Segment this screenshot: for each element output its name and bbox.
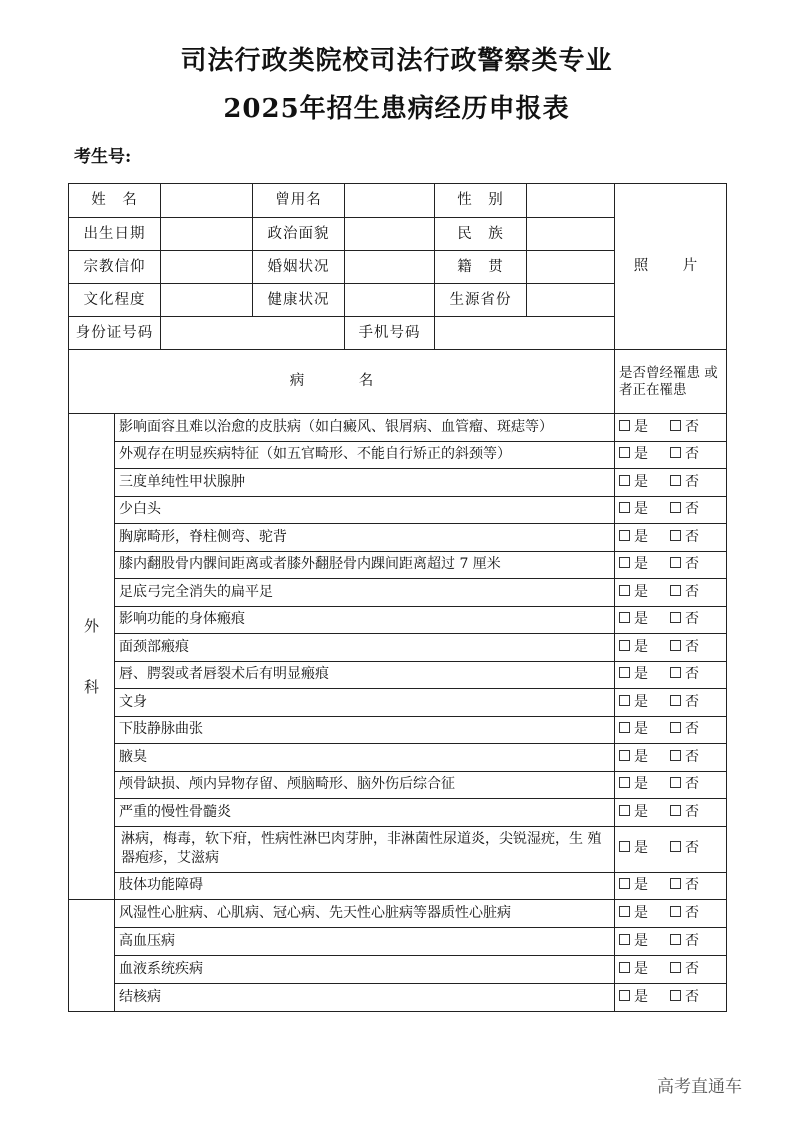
yes-checkbox[interactable] <box>619 934 630 945</box>
no-checkbox[interactable] <box>670 585 681 596</box>
id-number-field[interactable] <box>161 317 345 350</box>
no-option[interactable] <box>670 639 699 655</box>
yes-no-options <box>615 826 727 872</box>
health-status-label: 健康状况 <box>253 284 345 317</box>
yes-option[interactable] <box>619 933 648 949</box>
former-name-label: 曾用名 <box>253 184 345 218</box>
gender-label: 性 别 <box>435 184 527 218</box>
name-label: 姓 名 <box>69 184 161 218</box>
department-char: 科 <box>83 677 99 696</box>
no-label: 否 <box>685 988 699 1005</box>
yes-no-options <box>615 799 727 827</box>
yes-option[interactable] <box>619 584 648 600</box>
yes-no-options <box>615 744 727 772</box>
yes-checkbox[interactable] <box>619 667 630 678</box>
no-option[interactable] <box>670 501 699 517</box>
political-status-label: 政治面貌 <box>253 218 345 251</box>
yes-checkbox[interactable] <box>619 777 630 788</box>
disease-name: 腋臭 <box>115 744 615 772</box>
yes-no-options <box>615 551 727 579</box>
yes-checkbox[interactable] <box>619 805 630 816</box>
no-option[interactable] <box>670 584 699 600</box>
native-place-field[interactable] <box>527 251 615 284</box>
yes-label: 是 <box>634 748 648 765</box>
yes-label: 是 <box>634 583 648 600</box>
no-label: 否 <box>685 960 699 977</box>
disease-row <box>69 826 727 872</box>
yes-checkbox[interactable] <box>619 750 630 761</box>
no-checkbox[interactable] <box>670 805 681 816</box>
disease-row <box>69 579 727 607</box>
ethnicity-label: 民 族 <box>435 218 527 251</box>
yes-option[interactable] <box>619 961 648 977</box>
no-label: 否 <box>685 556 699 572</box>
disease-row <box>69 551 727 579</box>
yes-checkbox[interactable] <box>619 530 630 541</box>
disease-name: 膝内翻股骨内髁间距离或者膝外翻胫骨内踝间距离超过 7 厘米 <box>115 551 615 579</box>
disease-row <box>69 900 727 928</box>
no-label: 否 <box>685 501 699 517</box>
yes-no-options <box>615 661 727 689</box>
no-option[interactable] <box>670 666 699 682</box>
yes-no-options <box>615 606 727 634</box>
yes-label: 是 <box>634 666 648 682</box>
no-checkbox[interactable] <box>670 530 681 541</box>
no-label: 否 <box>685 418 699 435</box>
disease-name: 风湿性心脏病、心肌病、冠心病、先天性心脏病等器质性心脏病 <box>115 900 615 928</box>
marital-status-field[interactable] <box>345 251 435 284</box>
disease-name: 少白头 <box>115 496 615 524</box>
surgery-section <box>69 414 727 900</box>
no-checkbox[interactable] <box>670 502 681 513</box>
no-option[interactable] <box>670 989 699 1005</box>
disease-name: 足底弓完全消失的扁平足 <box>115 579 615 607</box>
yes-label: 是 <box>634 556 648 572</box>
disease-name: 严重的慢性骨髓炎 <box>115 799 615 827</box>
yes-no-options <box>615 634 727 662</box>
department-surgery <box>69 414 115 900</box>
no-label: 否 <box>685 666 699 682</box>
exam-number-label: 考生号: <box>74 147 132 167</box>
origin-province-field[interactable] <box>527 284 615 317</box>
no-option[interactable] <box>670 877 699 893</box>
no-option[interactable] <box>670 961 699 977</box>
no-checkbox[interactable] <box>670 906 681 917</box>
photo-box[interactable]: 照 片 <box>615 184 727 350</box>
no-label: 否 <box>685 473 699 490</box>
no-option[interactable] <box>670 776 699 792</box>
department-char: 外 <box>83 616 99 635</box>
no-checkbox[interactable] <box>670 557 681 568</box>
education-label: 文化程度 <box>69 284 161 317</box>
no-label: 否 <box>685 776 699 792</box>
disease-name: 高血压病 <box>115 928 615 956</box>
yes-no-options <box>615 524 727 552</box>
yes-option[interactable] <box>619 721 648 737</box>
religion-label: 宗教信仰 <box>69 251 161 284</box>
no-label: 否 <box>685 840 699 857</box>
disease-row <box>69 414 727 442</box>
no-option[interactable] <box>670 905 699 921</box>
yes-option[interactable] <box>619 419 648 435</box>
disease-name: 唇、腭裂或者唇裂术后有明显瘢痕 <box>115 661 615 689</box>
disease-name: 三度单纯性甲状腺肿 <box>115 469 615 497</box>
disease-name: 血液系统疾病 <box>115 956 615 984</box>
disease-name: 颅骨缺损、颅内异物存留、颅脑畸形、脑外伤后综合征 <box>115 771 615 799</box>
no-label: 否 <box>685 932 699 949</box>
yes-option[interactable] <box>619 446 648 462</box>
disease-header-row <box>69 350 727 414</box>
disease-name: 面颈部瘢痕 <box>115 634 615 662</box>
yes-checkbox[interactable] <box>619 612 630 623</box>
yes-option[interactable] <box>619 666 648 682</box>
yes-label: 是 <box>634 528 648 545</box>
yes-option[interactable] <box>619 989 648 1005</box>
disease-row <box>69 928 727 956</box>
disease-row <box>69 771 727 799</box>
yes-checkbox[interactable] <box>619 962 630 973</box>
yes-label: 是 <box>634 932 648 949</box>
declaration-table <box>68 183 727 1012</box>
yes-no-options <box>615 414 727 442</box>
phone-field[interactable] <box>435 317 615 350</box>
yes-label: 是 <box>634 988 648 1005</box>
yes-option[interactable] <box>619 776 648 792</box>
no-label: 否 <box>685 877 699 893</box>
gender-field[interactable] <box>527 184 615 218</box>
disease-header: 病 名 <box>69 350 615 414</box>
disease-row <box>69 744 727 772</box>
disease-name: 外观存在明显疾病特征（如五官畸形、不能自行矫正的斜颈等） <box>115 441 615 469</box>
yes-label: 是 <box>634 904 648 921</box>
yes-label: 是 <box>634 877 648 893</box>
yes-option[interactable] <box>619 556 648 572</box>
yes-no-options <box>615 496 727 524</box>
origin-province-label: 生源省份 <box>435 284 527 317</box>
yes-label: 是 <box>634 721 648 737</box>
no-checkbox[interactable] <box>670 420 681 431</box>
disease-row <box>69 441 727 469</box>
education-field[interactable] <box>161 284 253 317</box>
religion-field[interactable] <box>161 251 253 284</box>
disease-name: 影响面容且难以治愈的皮肤病（如白癜风、银屑病、血管瘤、斑痣等） <box>115 414 615 442</box>
no-checkbox[interactable] <box>670 722 681 733</box>
no-checkbox[interactable] <box>670 695 681 706</box>
no-option[interactable] <box>670 419 699 435</box>
disease-name: 文身 <box>115 689 615 717</box>
no-option[interactable] <box>670 446 699 462</box>
no-checkbox[interactable] <box>670 777 681 788</box>
yes-option[interactable] <box>619 611 648 627</box>
no-option[interactable] <box>670 840 699 856</box>
disease-row <box>69 524 727 552</box>
yes-checkbox[interactable] <box>619 695 630 706</box>
yes-option[interactable] <box>619 639 648 655</box>
yes-label: 是 <box>634 960 648 977</box>
no-label: 否 <box>685 638 699 655</box>
yes-option[interactable] <box>619 804 648 820</box>
disease-row <box>69 689 727 717</box>
no-label: 否 <box>685 446 699 462</box>
disease-row <box>69 872 727 900</box>
yes-checkbox[interactable] <box>619 557 630 568</box>
no-checkbox[interactable] <box>670 640 681 651</box>
yes-checkbox[interactable] <box>619 420 630 431</box>
yes-checkbox[interactable] <box>619 475 630 486</box>
form-title-line1: 司法行政类院校司法行政警察类专业 <box>180 46 613 76</box>
native-place-label: 籍 贯 <box>435 251 527 284</box>
no-option[interactable] <box>670 694 699 710</box>
no-label: 否 <box>685 528 699 545</box>
disease-row <box>69 956 727 984</box>
no-checkbox[interactable] <box>670 990 681 1001</box>
no-checkbox[interactable] <box>670 962 681 973</box>
no-option[interactable] <box>670 529 699 545</box>
yes-label: 是 <box>634 638 648 655</box>
birth-date-field[interactable] <box>161 218 253 251</box>
internal-section <box>69 900 727 1012</box>
disease-name: 肢体功能障碍 <box>115 872 615 900</box>
yes-no-options <box>615 469 727 497</box>
no-label: 否 <box>685 611 699 627</box>
yes-option[interactable] <box>619 905 648 921</box>
yes-label: 是 <box>634 803 648 820</box>
no-label: 否 <box>685 721 699 737</box>
political-status-field[interactable] <box>345 218 435 251</box>
yes-option[interactable] <box>619 694 648 710</box>
yes-no-options <box>615 771 727 799</box>
birth-date-label: 出生日期 <box>69 218 161 251</box>
disease-name: 胸廓畸形，脊柱侧弯、驼背 <box>115 524 615 552</box>
no-label: 否 <box>685 693 699 710</box>
yes-checkbox[interactable] <box>619 906 630 917</box>
name-field[interactable] <box>161 184 253 218</box>
yes-checkbox[interactable] <box>619 502 630 513</box>
no-checkbox[interactable] <box>670 841 681 852</box>
yes-label: 是 <box>634 840 648 857</box>
phone-label: 手机号码 <box>345 317 435 350</box>
marital-status-label: 婚姻状况 <box>253 251 345 284</box>
yes-no-options <box>615 579 727 607</box>
no-checkbox[interactable] <box>670 612 681 623</box>
disease-row <box>69 661 727 689</box>
department-internal <box>69 900 115 1012</box>
yes-checkbox[interactable] <box>619 722 630 733</box>
yes-checkbox[interactable] <box>619 447 630 458</box>
form-title-line2: 2025年招生患病经历申报表 <box>223 94 570 124</box>
yes-option[interactable] <box>619 749 648 765</box>
disease-row <box>69 716 727 744</box>
watermark: 高考直通车 <box>657 1077 742 1097</box>
no-label: 否 <box>685 583 699 600</box>
no-label: 否 <box>685 904 699 921</box>
yes-checkbox[interactable] <box>619 640 630 651</box>
no-checkbox[interactable] <box>670 667 681 678</box>
yes-no-options <box>615 900 727 928</box>
ethnicity-field[interactable] <box>527 218 615 251</box>
yes-label: 是 <box>634 693 648 710</box>
yes-checkbox[interactable] <box>619 585 630 596</box>
no-label: 否 <box>685 748 699 765</box>
disease-row <box>69 496 727 524</box>
no-option[interactable] <box>670 749 699 765</box>
yes-no-options <box>615 984 727 1012</box>
id-number-label: 身份证号码 <box>69 317 161 350</box>
no-option[interactable] <box>670 611 699 627</box>
no-checkbox[interactable] <box>670 934 681 945</box>
no-checkbox[interactable] <box>670 750 681 761</box>
no-option[interactable] <box>670 474 699 490</box>
yes-no-options <box>615 716 727 744</box>
no-option[interactable] <box>670 556 699 572</box>
yes-label: 是 <box>634 473 648 490</box>
yes-no-options <box>615 872 727 900</box>
disease-row <box>69 634 727 662</box>
disease-row <box>69 799 727 827</box>
no-label: 否 <box>685 803 699 820</box>
yes-option[interactable] <box>619 474 648 490</box>
yes-label: 是 <box>634 776 648 792</box>
question-header: 是否曾经罹患 或者正在罹患 <box>615 350 727 414</box>
health-status-field[interactable] <box>345 284 435 317</box>
yes-label: 是 <box>634 418 648 435</box>
personal-row-1 <box>69 184 727 218</box>
yes-label: 是 <box>634 501 648 517</box>
yes-no-options <box>615 689 727 717</box>
no-option[interactable] <box>670 721 699 737</box>
yes-label: 是 <box>634 611 648 627</box>
yes-option[interactable] <box>619 529 648 545</box>
yes-checkbox[interactable] <box>619 878 630 889</box>
disease-name: 下肢静脉曲张 <box>115 716 615 744</box>
disease-name: 结核病 <box>115 984 615 1012</box>
disease-name: 淋病，梅毒，软下疳，性病性淋巴肉芽肿，非淋菌性尿道炎，尖锐湿疣，生 殖器疱疹，艾滋病 <box>115 826 615 872</box>
disease-name: 影响功能的身体瘢痕 <box>115 606 615 634</box>
yes-no-options <box>615 441 727 469</box>
yes-no-options <box>615 956 727 984</box>
yes-option[interactable] <box>619 877 648 893</box>
no-checkbox[interactable] <box>670 447 681 458</box>
yes-option[interactable] <box>619 840 648 856</box>
no-option[interactable] <box>670 804 699 820</box>
no-checkbox[interactable] <box>670 878 681 889</box>
yes-checkbox[interactable] <box>619 990 630 1001</box>
no-option[interactable] <box>670 933 699 949</box>
disease-row <box>69 606 727 634</box>
no-checkbox[interactable] <box>670 475 681 486</box>
yes-no-options <box>615 928 727 956</box>
disease-row <box>69 469 727 497</box>
yes-label: 是 <box>634 446 648 462</box>
disease-row <box>69 984 727 1012</box>
yes-option[interactable] <box>619 501 648 517</box>
former-name-field[interactable] <box>345 184 435 218</box>
yes-checkbox[interactable] <box>619 841 630 852</box>
